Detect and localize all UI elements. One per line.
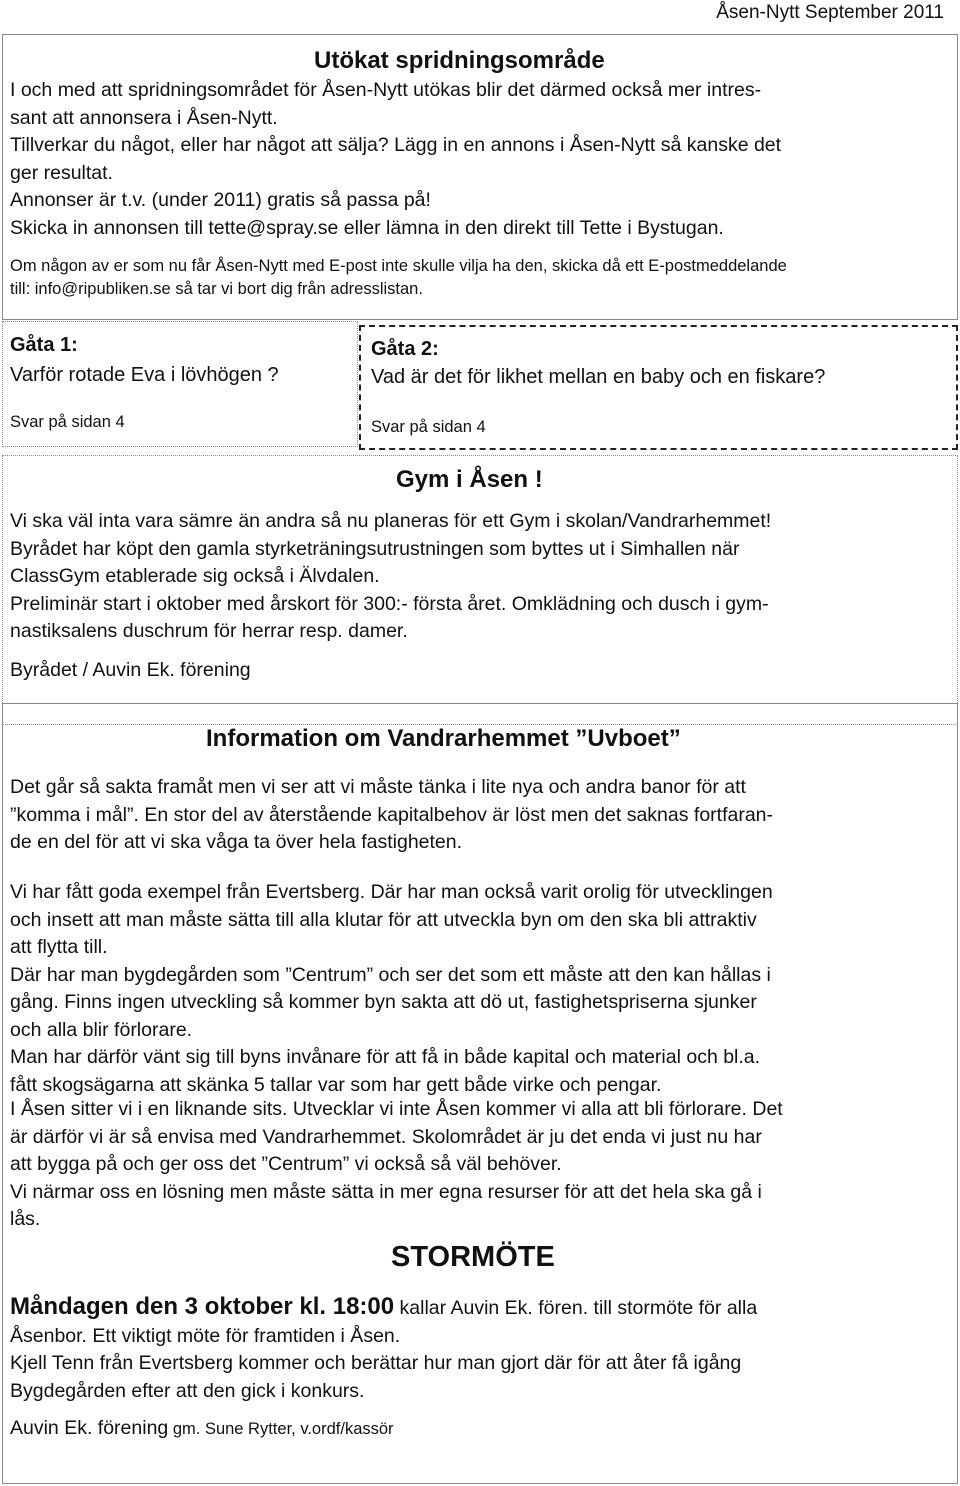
text-line: att flytta till. [10,936,108,958]
text-line: och alla blir förlorare. [10,1018,193,1041]
section-title: Information om Vandrarhemmet ”Uvboet” [206,725,681,752]
ad-area-section [2,34,958,320]
text-line: ”komma i mål”. En stor del av återstående kapitalbehov är löst men det saknas fortfaran- [10,803,774,826]
riddle-1-box [2,321,358,447]
text-line: sant att annonsera i Åsen-Nytt. [10,106,278,129]
text-line: lås. [10,1208,41,1230]
text-line: nastiksalens duschrum för herrar resp. damer. [10,620,408,642]
meeting-notice [10,1293,757,1405]
meeting-date-line [10,1293,757,1323]
paragraph [10,879,773,1099]
riddle-question: Varför rotade Eva i lövhögen ? [10,364,279,386]
text-line: Om någon av er som nu får Åsen-Nytt med E-post inte skulle vilja ha den, skicka då ett E-postmeddelande [10,257,787,275]
signatory: gm. Sune Rytter, v.ordf/kassör [168,1420,394,1438]
text-line: Byrådet har köpt den gamla styrketräningsutrustningen som byttes ut i Simhallen när [10,537,740,560]
section-body [10,77,781,242]
text-line: I och med att spridningsområdet för Åsen-Nytt utökas blir det därmed också mer intres- [10,79,762,101]
riddle-question: Vad är det för likhet mellan en baby och en fiskare? [371,366,826,388]
text-line: ClassGym etablerade sig också i Älvdalen. [10,565,380,587]
text-line: och insett att man måste sätta till alla klutar för att utveckla byn om den ska bli attraktiv [10,908,757,931]
text-line: Bygdegården efter att den gick i konkurs. [10,1379,365,1402]
text-line: att bygga på och ger oss det ”Centrum” vi också så väl behöver. [10,1153,562,1175]
meeting-heading: STORMÖTE [391,1241,555,1273]
text-line: fått skogsägarna att skänka 5 tallar var som har gett både virke och pengar. [10,1073,662,1096]
organization-name: Auvin Ek. förening [10,1417,169,1439]
section-title: Utökat spridningsområde [314,47,605,74]
text-line: Skicka in annonsen till tette@spray.se eller lämna in den direkt till Tette i Bystugan. [10,216,724,239]
text-line: gång. Finns ingen utveckling så kommer byn sakta att dö ut, fastighetspriserna sjunker [10,991,757,1013]
text-line: Det går så sakta framåt men vi ser att vi måste tänka i lite nya och andra banor för att [10,776,746,798]
text-line: till: info@ripubliken.se så tar vi bort dig från adresslistan. [10,280,423,298]
text-line: Preliminär start i oktober med årskort för 300:- första året. Omklädning och dusch i gym- [10,592,769,615]
section-body [10,508,771,646]
meeting-invite-text: kallar Auvin Ek. fören. till stormöte för alla [394,1297,758,1319]
email-unsubscribe-note [10,255,787,301]
hostel-info-section [2,703,958,1484]
riddle-title: Gåta 2: [371,338,439,360]
text-line: Annonser är t.v. (under 2011) gratis så passa på! [10,189,431,211]
gym-section [2,455,958,725]
riddle-title: Gåta 1: [10,334,78,356]
text-line: är därför vi är så envisa med Vandrarhemmet. Skolområdet är ju det enda vi just nu har [10,1125,762,1148]
text-line: Åsenbor. Ett viktigt möte för framtiden i Åsen. [10,1324,401,1347]
text-line: ger resultat. [10,161,113,184]
text-line: Där har man bygdegården som ”Centrum” och ser det som ett måste att den kan hållas i [10,963,771,986]
newsletter-issue-header: Åsen-Nytt September 2011 [716,2,944,23]
text-line: Vi närmar oss en lösning men måste sätta in mer egna resurser för att det hela ska gå i [10,1180,762,1203]
paragraph [10,1096,783,1234]
section-signature [10,1417,394,1440]
text-line: Man har därför vänt sig till byns invånare för att få in både kapital och material och bl.a. [10,1046,761,1068]
text-line: Tillverkar du något, eller har något att sälja? Lägg in en annons i Åsen-Nytt så kanske det [10,134,782,156]
text-line: I Åsen sitter vi i en liknande sits. Utvecklar vi inte Åsen kommer vi alla att bli förlorare. Det [10,1098,783,1120]
text-line: Vi ska väl inta vara sämre än andra så nu planeras för ett Gym i skolan/Vandrarhemmet! [10,510,772,532]
riddle-answer-ref: Svar på sidan 4 [371,418,486,436]
text-line: de en del för att vi ska våga ta över hela fastigheten. [10,831,463,853]
riddle-2-box [359,325,958,450]
section-signature: Byrådet / Auvin Ek. förening [10,659,251,681]
paragraph [10,774,773,857]
section-title: Gym i Åsen ! [396,466,543,493]
riddle-answer-ref: Svar på sidan 4 [10,413,125,431]
text-line: Vi har fått goda exempel från Evertsberg. Där har man också varit orolig för utvecklingen [10,881,773,903]
text-line: Kjell Tenn från Evertsberg kommer och berättar hur man gjort där för att åter få igång [10,1352,742,1374]
meeting-date: Måndagen den 3 oktober kl. 18:00 [10,1293,395,1320]
